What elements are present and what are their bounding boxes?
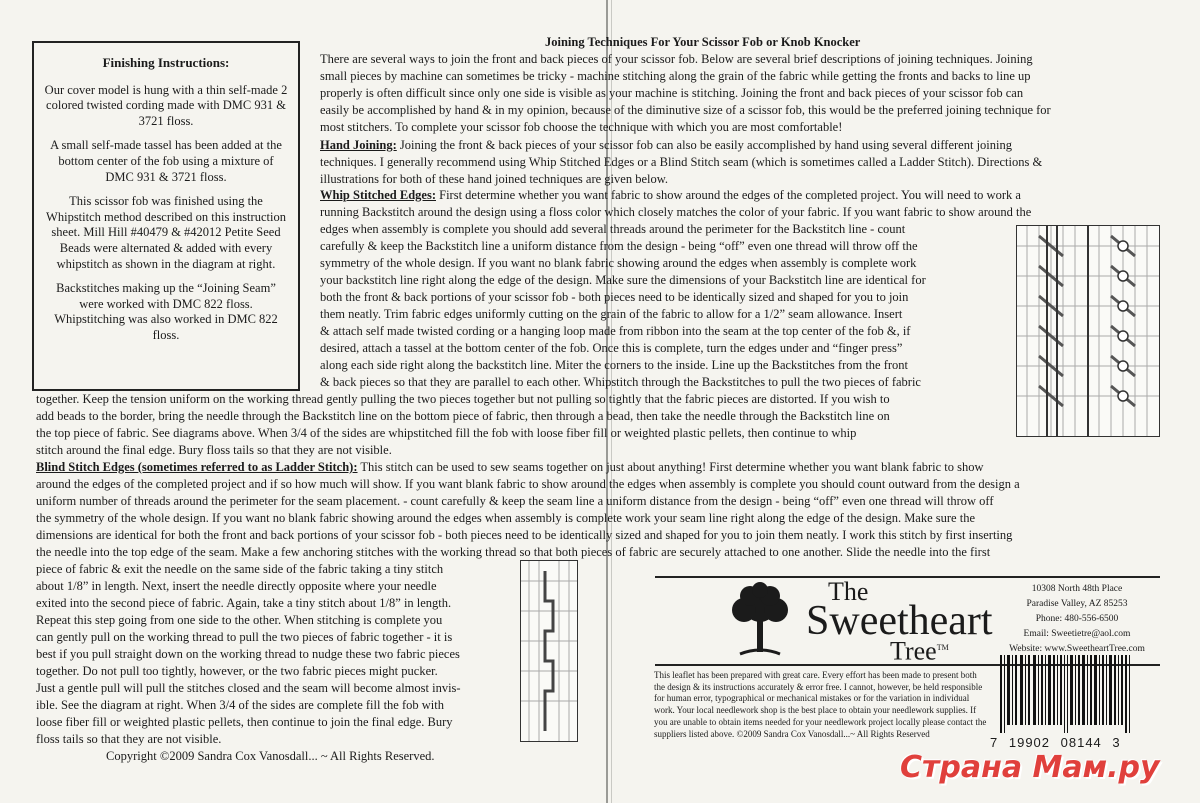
whip-full-line: stitch around the final edge. Bury floss tails so that they are not visible.	[36, 443, 392, 457]
barcode-bars	[990, 655, 1160, 733]
intro-line: small pieces by machine can sometimes be tricky - machine stitching along the grain of the fabric while getting the fronts and backs to line up	[320, 69, 1031, 83]
finishing-paragraph: Backstitches making up the “Joining Seam” were worked with DMC 822 floss. Whipstitching was also worked in DMC 822 floss.	[54, 281, 278, 342]
whip-full-line: the top piece of fabric. See diagrams above. When 3/4 of the sides are whipstitched fill the fob with loose fiber fill or weighted plastic pellets, then continue to whip	[36, 426, 857, 440]
barcode	[990, 655, 1160, 755]
whip-line: your backstitch line right along the edge of the design. Make sure the dimensions of your Backstitch line are identical for	[320, 273, 926, 287]
tree-logo-icon	[720, 580, 800, 660]
brand-name-tree	[890, 633, 949, 667]
blind-left-line: loose fiber fill or weighted plastic pellets, then continue to join the final edge. Bury	[36, 715, 453, 729]
brand-name-tree-text: Tree	[890, 636, 937, 666]
page-title: Joining Techniques For Your Scissor Fob or Knob Knocker	[545, 35, 861, 49]
hand-joining-heading: Hand Joining:	[320, 138, 397, 152]
rule-top	[655, 576, 1160, 578]
blind-left-line: floss tails so that they are not visible.	[36, 732, 222, 746]
whip-line: symmetry of the whole design. If you want no blank fabric showing around the edges when assembly is complete work	[320, 256, 917, 270]
email: Email: Sweetietre@aol.com	[1023, 629, 1131, 639]
blind-left-line: Repeat this step going from one side to the other. When stitching is complete you	[36, 613, 443, 627]
intro-line: properly is often difficult since only one side is visible as your machine is stitching. Joining the front and back pieces of your scissor fob can	[320, 86, 1024, 100]
disclaimer: This leaflet has been prepared with great care. Every effort has been made to present both the design & its instructions accurately & error free. I cannot, however, be held responsible for human error, typographical or mechanical mistakes or for the variation in individual work. Your local needlework shop is the best place to obtain your needlework supplies. If you are unable to obtain items needed for your needlework project locally please contact the suppliers listed above. ©2009 Sandra Cox Vanosdall...~ All Rights Reserved	[654, 670, 987, 739]
blind-line: the symmetry of the whole design. If you want no blank fabric showing around the edges when assembly is complete work your seam line right along the edge of the design. Make sure the	[36, 511, 976, 525]
whip-line: along each side right along the backstitch line. Miter the corners to the inside. Line up the Backstitches from the front	[320, 358, 909, 372]
hand-joining-line: techniques. I generally recommend using Whip Stitched Edges or a Blind Stitch seam (which is sometimes called a Ladder Stitch). Directions &	[320, 155, 1043, 169]
finishing-paragraph: A small self-made tassel has been added at the bottom center of the fob using a mixture of DMC 931 & 3721 floss.	[50, 138, 282, 184]
whip-line: & attach self made twisted cording or a hanging loop made from ribbon into the seam at the top center of the fob &, if	[320, 324, 911, 338]
whip-line: both the front & back portions of your scissor fob - both pieces need to be identically sized and shaped for you to join	[320, 290, 909, 304]
phone: Phone: 480-556-6500	[1035, 614, 1119, 624]
hand-joining-text: Joining the front & back pieces of your scissor fob can also be easily accomplished by hand using several different joining	[396, 138, 1012, 152]
trademark: TM	[936, 643, 949, 652]
brand-name-sweetheart: Sweetheart	[806, 598, 993, 644]
whipstitch-beads-diagram	[1088, 225, 1160, 437]
blind-left-line: together. Do not pull too tightly, however, or the two fabric pieces might pucker.	[36, 664, 438, 678]
blind-heading: Blind Stitch Edges (sometimes referred to as Ladder Stitch):	[36, 460, 358, 474]
whip-full-line: together. Keep the tension uniform on the working thread gently pulling the two pieces together but not pulling so tightly that the fabric pieces are distorted. If you wish to	[36, 392, 890, 406]
barcode-digit: 19902	[1008, 735, 1051, 750]
finishing-paragraph: This scissor fob was finished using the Whipstitch method described on this instruction sheet. Mill Hill #40479 & #42012 Petite Seed Beads were alternated & added with every whipstitch as shown in the diagram at right.	[46, 194, 286, 271]
whip-line: edges when assembly is complete you should add several threads around the perimeter for the Backstitch line - count	[320, 222, 906, 236]
hand-joining-line: illustrations for both of these hand joined techniques are given below.	[320, 172, 669, 186]
blind-left-line: ible. See the diagram at right. When 3/4 of the sides are complete fill the fob with	[36, 698, 444, 712]
whip-full-line: add beads to the border, bring the needle through the Backstitch line on the bottom piece of fabric, then through a bead, then take the needle through the Backstitch line on	[36, 409, 890, 423]
whip-line: them neatly. Trim fabric edges uniformly cutting on the grain of the fabric to allow for a 1/2” seam allowance. Insert	[320, 307, 903, 321]
blind-left-line: exited into the second piece of fabric. Again, take a tiny stitch about 1/8” in length.	[36, 596, 452, 610]
whip-line: running Backstitch around the design using a floss color which closely matches the color of your fabric. If you want fabric to show around the	[320, 205, 1032, 219]
blind-left-line: about 1/8” in length. Next, insert the needle directly opposite where your needle	[36, 579, 437, 593]
intro-line: most stitchers. To complete your scissor fob choose the technique with which you are most comfortable!	[320, 120, 843, 134]
blind-left-line: piece of fabric & exit the needle on the same side of the fabric taking a tiny stitch	[36, 562, 444, 576]
address-line: Paradise Valley, AZ 85253	[1026, 599, 1128, 609]
finishing-instructions-box	[32, 41, 300, 391]
intro-line: easily be accomplished by hand & in my opinion, because of the diminutive size of a scissor fob, this would be the preferred joining technique for	[320, 103, 1051, 117]
whip-text: First determine whether you want fabric to show around the edges of the completed project. You will need to work a	[436, 188, 1021, 202]
blind-line: around the edges of the completed project and if so how much will show. If you want blank fabric to show around the edges when assembly is complete you should count outward from the design a	[36, 477, 1020, 491]
address-line: 10308 North 48th Place	[1031, 584, 1123, 594]
contact-info	[992, 582, 1162, 657]
blind-left-line: Just a gentle pull will pull the stitches closed and the seam will become almost invis-	[36, 681, 461, 695]
barcode-digit: 7	[990, 735, 999, 750]
blind-left-line: best if you pull straight down on the working thread to nudge these two fabric pieces	[36, 647, 460, 661]
barcode-digit: 3	[1112, 735, 1121, 750]
whip-line: & back pieces so that they are parallel to each other. Whipstitch through the Backstitches to pull the two pieces of fabric	[320, 375, 921, 389]
blind-left-line: can gently pull on the working thread to pull the two pieces of fabric together - it is	[36, 630, 453, 644]
brand-name-the: The	[828, 577, 869, 606]
whip-line	[320, 188, 1021, 203]
blind-line	[36, 460, 984, 475]
blind-stitch-diagram	[520, 560, 578, 742]
website: Website: www.SweetheartTree.com	[1009, 644, 1145, 654]
blind-line: dimensions are identical for both the front and back portions of your scissor fob - both pieces need to be identically sized and shaped for you to join them neatly. I work this stitch by first inserting	[36, 528, 1013, 542]
whip-line: carefully & keep the Backstitch line a uniform distance from the design - being “off” even one thread will throw off the	[320, 239, 918, 253]
barcode-digits	[990, 735, 1160, 750]
copyright: Copyright ©2009 Sandra Cox Vanosdall... ~ All Rights Reserved.	[106, 749, 435, 763]
blind-line: uniform number of threads around the perimeter for the seam placement. - count carefully & keep the seam line a uniform distance from the design - being “off” even one thread will throw off	[36, 494, 994, 508]
barcode-digit: 08144	[1060, 735, 1102, 750]
hand-joining-line	[320, 138, 1012, 153]
whip-heading: Whip Stitched Edges:	[320, 188, 436, 202]
watermark-logo: Страна Мам.ру	[900, 750, 1160, 785]
finishing-paragraph: Our cover model is hung with a thin self-made 2 colored twisted cording made with DMC 931 & 3721 floss.	[44, 82, 288, 128]
blind-line: the needle into the top edge of the seam. Make a few anchoring stitches with the working thread so that both pieces of fabric are securely attached to one another. Slide the needle into the first	[36, 545, 991, 559]
blind-text: This stitch can be used to sew seams together on just about anything! First determine whether you want blank fabric to show	[357, 460, 984, 474]
whipstitch-diagram-left	[1016, 225, 1088, 437]
intro-line: There are several ways to join the front and back pieces of your scissor fob. Below are several brief descriptions of joining techniques. Joining	[320, 52, 1033, 66]
finishing-title: Finishing Instructions:	[102, 55, 230, 70]
whip-line: desired, attach a tassel at the bottom center of the fob. Once this is complete, turn the edges under and “finger press”	[320, 341, 903, 355]
